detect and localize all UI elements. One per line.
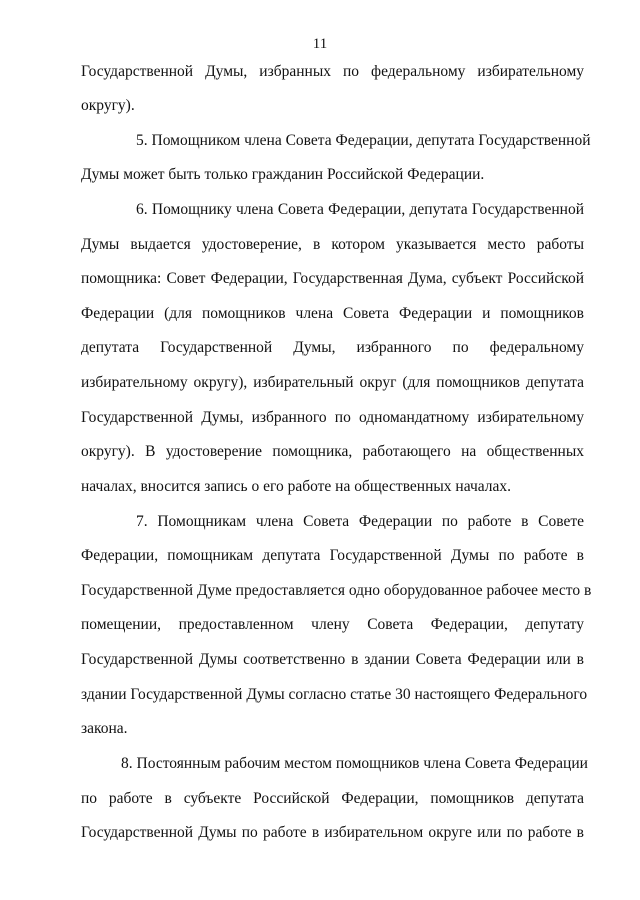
text-line: округу). bbox=[81, 97, 135, 114]
text-line: округу). В удостоверение помощника, работающего на общественных bbox=[81, 443, 584, 460]
text-line: здании Государственной Думы согласно статье 30 настоящего Федерального bbox=[81, 686, 588, 703]
text-line: Государственной Думы по работе в избирательном округе или по работе в bbox=[81, 824, 584, 841]
paragraph-6-first-line: 6. Помощнику члена Совета Федерации, депутата Государственной bbox=[136, 201, 584, 218]
text-line: началах, вносится запись о его работе на общественных началах. bbox=[81, 478, 512, 495]
text-line: закона. bbox=[81, 720, 128, 737]
text-line: депутата Государственной Думы, избранного по федеральному bbox=[81, 339, 584, 356]
text-line: по работе в субъекте Российской Федерации, помощников депутата bbox=[81, 790, 584, 807]
paragraph-8-first-line: 8. Постоянным рабочим местом помощников члена Совета Федерации bbox=[121, 755, 588, 772]
text-line: помощника: Совет Федерации, Государственная Дума, субъект Российской bbox=[81, 270, 584, 287]
text-line: избирательному округу), избирательный округ (для помощников депутата bbox=[81, 374, 584, 391]
text-line: Думы может быть только гражданин Российской Федерации. bbox=[81, 166, 485, 183]
text-line: Государственной Думы, избранных по федеральному избирательному bbox=[81, 63, 584, 80]
text-line: Федерации (для помощников члена Совета Федерации и помощников bbox=[81, 305, 584, 322]
text-line: Государственной Думы, избранного по одномандатному избирательному bbox=[81, 409, 584, 426]
text-line: Думы выдается удостоверение, в котором указывается место работы bbox=[81, 236, 584, 253]
text-line: Государственной Думы соответственно в здании Совета Федерации или в bbox=[81, 651, 584, 668]
text-line: Федерации, помощникам депутата Государственной Думы по работе в bbox=[81, 547, 584, 564]
paragraph-5-first-line: 5. Помощником члена Совета Федерации, депутата Государственной bbox=[136, 132, 591, 149]
text-line: Государственной Думе предоставляется одно оборудованное рабочее место в bbox=[81, 582, 592, 599]
paragraph-7-first-line: 7. Помощникам члена Совета Федерации по работе в Совете bbox=[136, 513, 584, 530]
text-line: помещении, предоставленном члену Совета Федерации, депутату bbox=[81, 616, 584, 633]
page-number: 11 bbox=[312, 36, 328, 52]
